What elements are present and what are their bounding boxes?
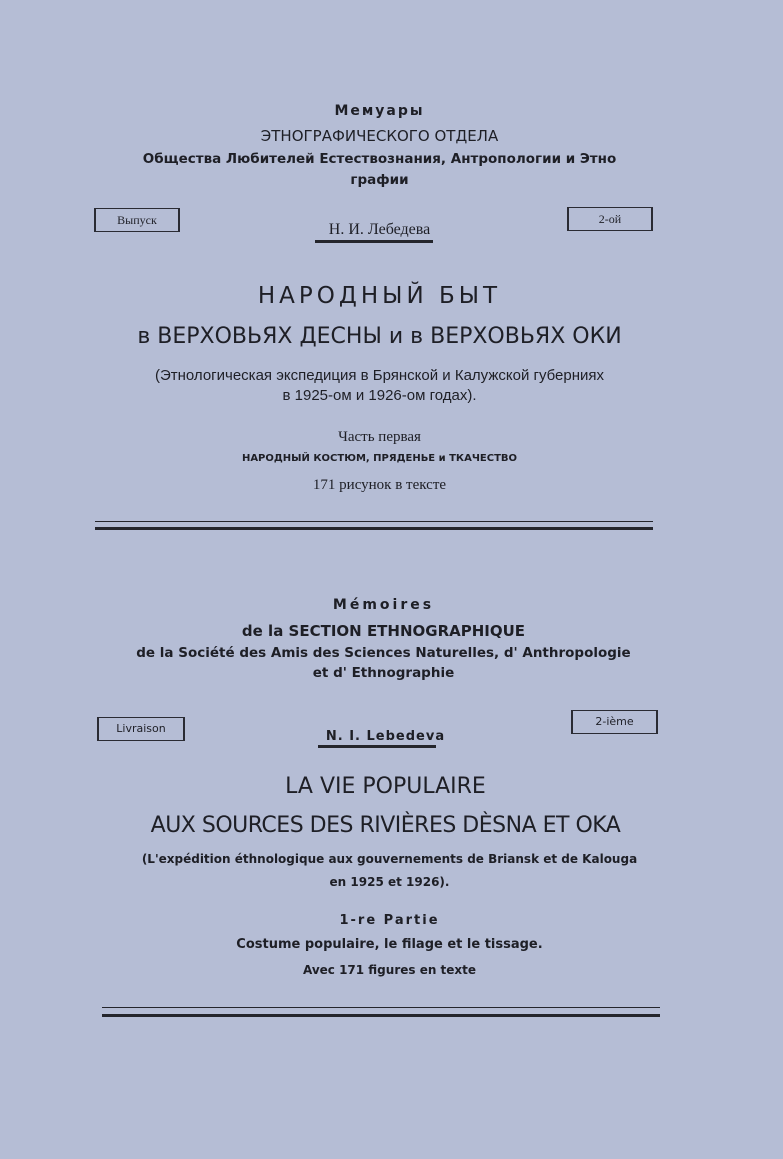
thick-rule-fr [102, 1014, 660, 1017]
series-title-fr: Mémoires [332, 597, 435, 613]
society-line2-fr: et d' Ethnographie [312, 665, 455, 681]
title-line2-fr: AUX SOURCES DES RIVIÈRES DÈSNA ET OKA [150, 813, 621, 838]
issue-number-box-fr: 2-ième [571, 710, 658, 734]
figures-ru: 171 рисунок в тексте [312, 477, 447, 493]
subtitle-line1-ru: (Этнологическая экспедиция в Брянской и Калужской губерниях [154, 367, 605, 384]
title-line1-ru: НАРОДНЫЙ БЫТ [257, 283, 502, 309]
title-line1-fr: LA VIE POPULAIRE [285, 774, 486, 799]
author-underline-ru [315, 240, 433, 243]
part-ru: Часть первая [338, 429, 421, 445]
society-line1-fr: de la Société des Amis des Sciences Naturelles, d' Anthropologie [136, 645, 631, 661]
thin-rule-fr [102, 1007, 660, 1008]
thick-rule-ru [95, 527, 653, 530]
society-line1-ru: Общества Любителей Естествознания, Антропологии и Этно [142, 151, 617, 167]
society-line2-ru: графии [350, 172, 409, 188]
author-ru: Н. И. Лебедева [328, 221, 431, 238]
author-fr: N. I. Lebedeva [325, 729, 446, 744]
part-title-ru: НАРОДНЫЙ КОСТЮМ, ПРЯДЕНЬЕ и ТКАЧЕСТВО [241, 453, 518, 464]
department-ru: ЭТНОГРАФИЧЕСКОГО ОТДЕЛА [260, 127, 499, 145]
subtitle-line1-fr: (L'expédition éthnologique aux gouvernements de Briansk et de Kalouga [141, 852, 638, 866]
issue-label-box-fr: Livraison [97, 717, 185, 741]
department-fr: de la SECTION ETHNOGRAPHIQUE [241, 622, 526, 640]
title-line2-ru: в ВЕРХОВЬЯХ ДЕСНЫ и в ВЕРХОВЬЯХ ОКИ [137, 324, 622, 349]
issue-label-box-ru: Выпуск [94, 208, 180, 232]
issue-number-box-ru: 2-ой [567, 207, 653, 231]
part-fr: 1-re Partie [339, 913, 440, 928]
subtitle-line2-ru: в 1925-ом и 1926-ом годах). [282, 387, 477, 404]
thin-rule-ru [95, 521, 653, 522]
part-title-fr: Costume populaire, le filage et le tissage. [236, 937, 543, 952]
author-underline-fr [318, 745, 436, 748]
figures-fr: Avec 171 figures en texte [302, 963, 477, 977]
series-title-ru: Мемуары [334, 103, 425, 119]
subtitle-line2-fr: en 1925 et 1926). [329, 875, 450, 889]
